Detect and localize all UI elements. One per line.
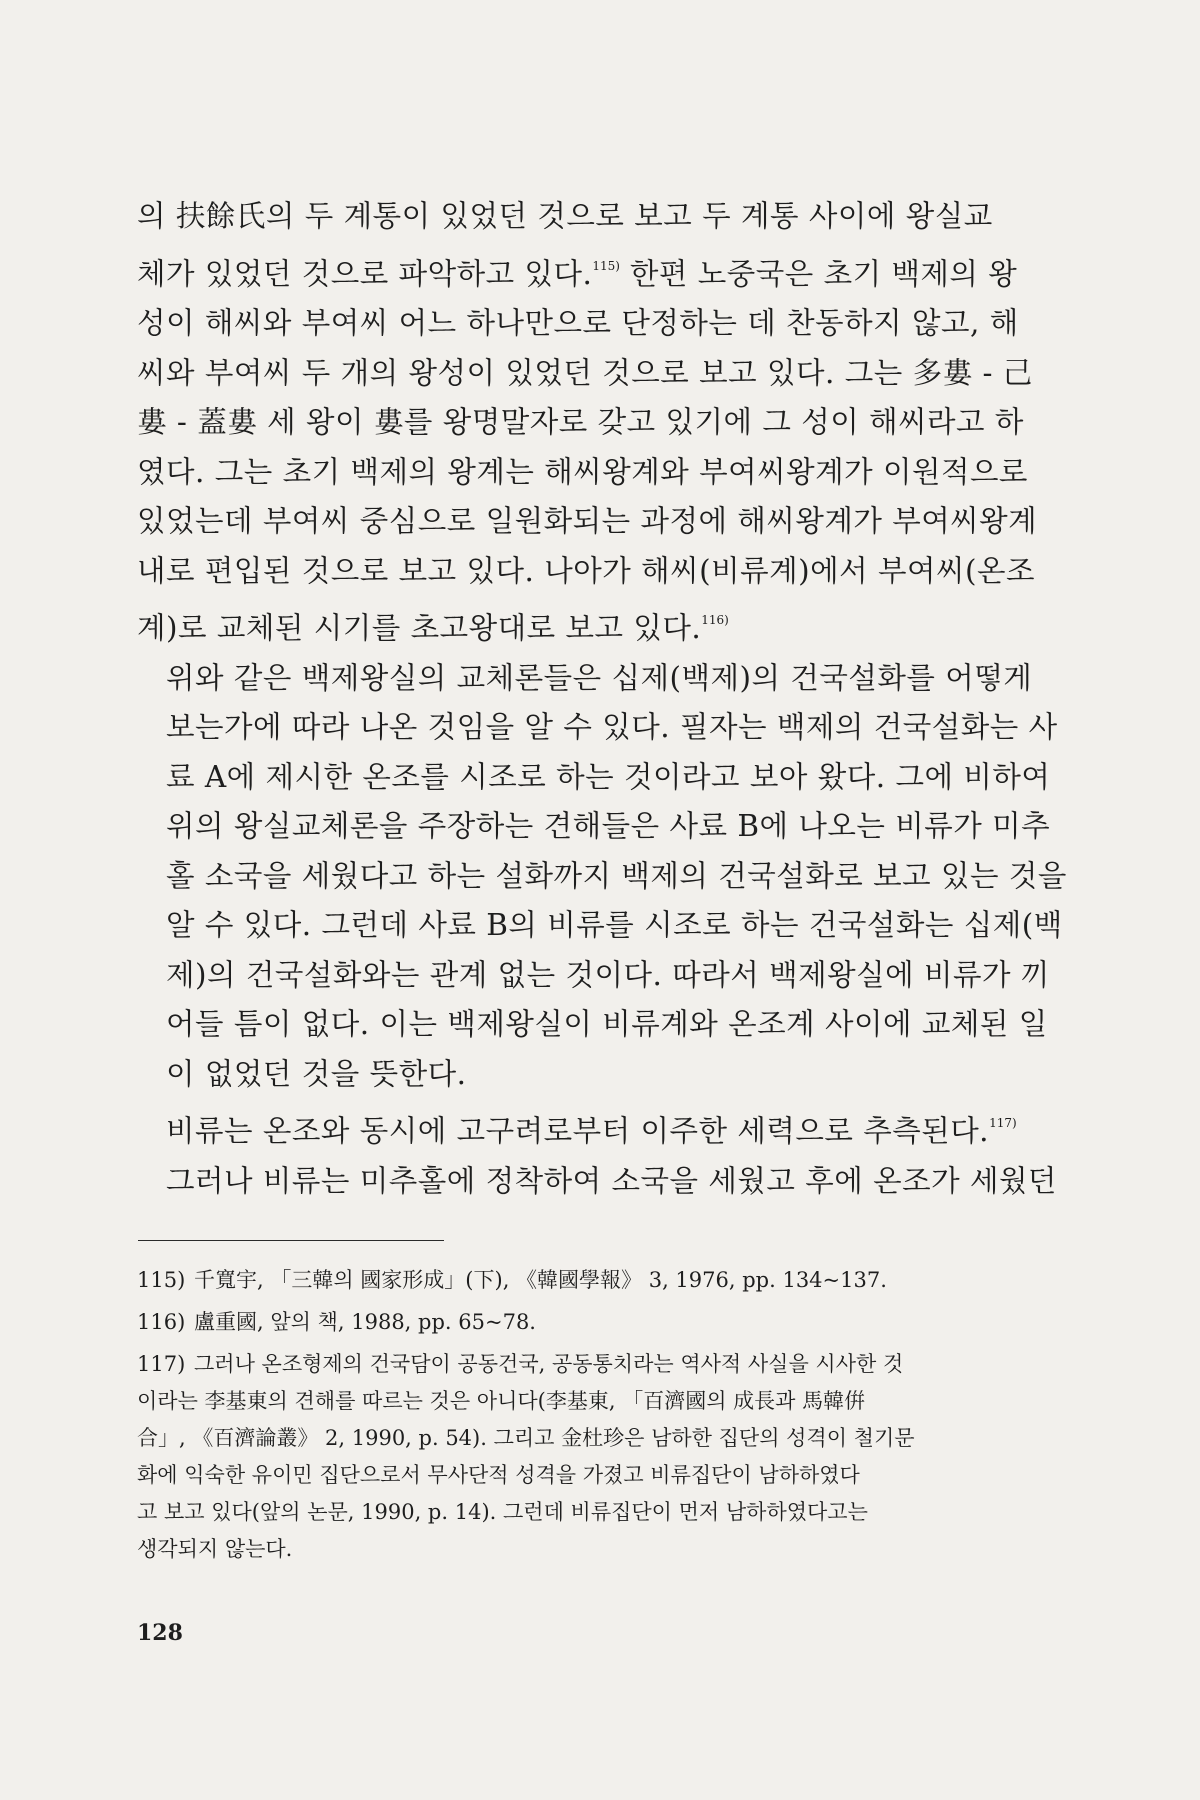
text-line: 보는가에 따라 나온 것임을 알 수 있다. 필자는 백제의 건국설화는 사 [166,710,1058,744]
text-line [137,242,1057,300]
text-line: 위와 같은 백제왕실의 교체론들은 십제(백제)의 건국설화를 어떻게 [166,660,1033,695]
text-line: 婁 - 蓋婁 세 왕이 婁를 왕명말자로 갖고 있기에 그 성이 해씨라고 하 [137,405,1024,439]
footnote-text: 화에 익숙한 유이민 집단으로서 무사단적 성격을 가졌고 비류집단이 남하하였다 [137,1463,860,1487]
text-segment: 체가 있었던 것으로 파악하고 있다. [137,256,593,291]
footnote-115 [137,1262,1057,1299]
text-line: 이 없었던 것을 뜻한다. [166,1056,467,1091]
text-segment: 계)로 교체된 시기를 초고왕대로 보고 있다. [137,611,702,645]
footnote-116 [137,1304,1057,1341]
text-segment: 한편 노중국은 초기 백제의 왕 [619,256,1018,291]
footnote-text: 千寬宇, 「三韓의 國家形成」(下), 《韓國學報》 3, 1976, pp. 134~137. [194,1268,887,1292]
footnote-divider [138,1240,444,1241]
paragraph-1 [137,192,1057,654]
text-segment: 비류는 온조와 동시에 고구려로부터 이주한 세력으로 추측된다. [166,1114,990,1148]
footnote-text: 고 보고 있다(앞의 논문, 1990, p. 14). 그런데 비류집단이 먼저 남하하였다고는 [137,1500,868,1524]
footnote-text: 생각되지 않는다. [137,1537,293,1561]
footnotes [137,1262,1057,1573]
text-line: 홀 소국을 세웠다고 하는 설화까지 백제의 건국설화로 보고 있는 것을 [166,858,1067,893]
footnote-number: 116) [137,1310,186,1334]
text-line [137,596,1057,654]
footnote-text: 이라는 李基東의 견해를 따르는 것은 아니다(李基東, 「百濟國의 成長과 馬韓倂 [137,1389,866,1413]
text-line: 씨와 부여씨 두 개의 왕성이 있었던 것으로 보고 있다. 그는 多婁 - 己 [137,355,1033,390]
main-text [137,192,1067,1206]
text-line: 어들 틈이 없다. 이는 백제왕실이 비류계와 온조계 사이에 교체된 일 [166,1007,1048,1041]
footnote-ref-115: 115) [592,258,620,273]
text-line: 내로 편입된 것으로 보고 있다. 나아가 해씨(비류계)에서 부여씨(온조 [137,553,1035,588]
footnote-number: 117) [137,1352,186,1376]
footnote-117 [137,1346,1057,1568]
footnote-text: 그러나 온조형제의 건국담이 공동건국, 공동통치라는 역사적 사실을 시사한 것 [194,1352,904,1376]
text-line: 료 A에 제시한 온조를 시조로 하는 것이라고 보아 왔다. 그에 비하여 [166,759,1051,794]
footnote-ref-117: 117) [989,1116,1017,1130]
footnote-text: 合」, 《百濟論叢》 2, 1990, p. 54). 그리고 金杜珍은 남하한 집단의 성격이 철기문 [137,1426,915,1450]
text-line: 그러나 비류는 미추홀에 정착하여 소국을 세웠고 후에 온조가 세웠던 [166,1163,1057,1198]
text-line [137,1099,1057,1157]
footnote-number: 115) [137,1268,186,1292]
text-line: 였다. 그는 초기 백제의 왕계는 해씨왕계와 부여씨왕계가 이원적으로 [137,454,1028,489]
text-line: 있었는데 부여씨 중심으로 일원화되는 과정에 해씨왕계가 부여씨왕계 [137,504,1038,538]
text-line: 성이 해씨와 부여씨 어느 하나만으로 단정하는 데 찬동하지 않고, 해 [137,306,1019,340]
paragraph-2 [137,654,1067,1100]
paragraph-3 [137,1099,1057,1206]
page-number: 128 [137,1620,183,1646]
text-line: 의 扶餘氏의 두 계통이 있었던 것으로 보고 두 계통 사이에 왕실교 [137,199,993,233]
text-line: 제)의 건국설화와는 관계 없는 것이다. 따라서 백제왕실에 비류가 끼 [166,957,1050,992]
text-line: 위의 왕실교체론을 주장하는 견해들은 사료 B에 나오는 비류가 미추 [166,809,1051,843]
footnote-ref-116: 116) [701,613,729,627]
text-line: 알 수 있다. 그런데 사료 B의 비류를 시조로 하는 건국설화는 십제(백 [166,908,1063,942]
footnote-text: 盧重國, 앞의 책, 1988, pp. 65~78. [194,1310,536,1334]
